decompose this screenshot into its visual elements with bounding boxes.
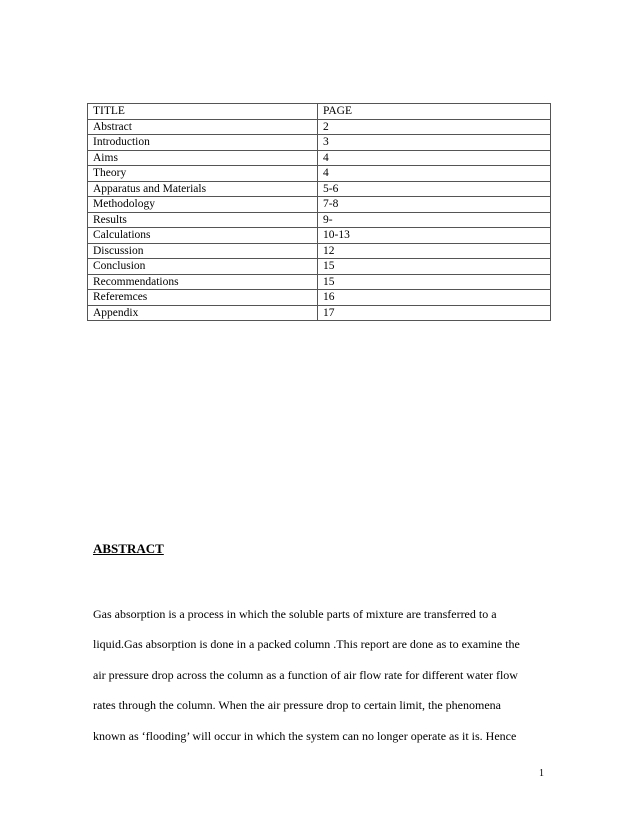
abstract-line: air pressure drop across the column as a function of air flow rate for different water flow xyxy=(93,667,518,682)
table-row xyxy=(88,166,551,182)
toc-page: 16 xyxy=(318,290,551,306)
toc-page: 3 xyxy=(318,135,551,151)
table-row xyxy=(88,243,551,259)
abstract-line: known as ‘flooding’ will occur in which the system can no longer operate as it is. Hence xyxy=(93,728,517,743)
table-row xyxy=(88,228,551,244)
toc-page: 15 xyxy=(318,274,551,290)
toc-page: 5-6 xyxy=(318,181,551,197)
toc-title: Conclusion xyxy=(88,259,318,275)
table-row xyxy=(88,150,551,166)
toc-page: 10-13 xyxy=(318,228,551,244)
toc-title: Recommendations xyxy=(88,274,318,290)
table-row xyxy=(88,197,551,213)
table-row xyxy=(88,119,551,135)
table-row xyxy=(88,259,551,275)
page-number: 1 xyxy=(539,768,544,779)
abstract-line: Gas absorption is a process in which the soluble parts of mixture are transferred to a xyxy=(93,607,497,621)
table-row xyxy=(88,305,551,321)
table-of-contents xyxy=(87,103,551,321)
toc-title: Aims xyxy=(88,150,318,166)
toc-title: Methodology xyxy=(88,197,318,213)
toc-page: 17 xyxy=(318,305,551,321)
toc-page: 7-8 xyxy=(318,197,551,213)
toc-title: Appendix xyxy=(88,305,318,321)
table-row xyxy=(88,212,551,228)
table-row xyxy=(88,181,551,197)
toc-title: Calculations xyxy=(88,228,318,244)
table-row xyxy=(88,135,551,151)
toc-title: Theory xyxy=(88,166,318,182)
toc-title: Results xyxy=(88,212,318,228)
toc-page: 15 xyxy=(318,259,551,275)
toc-header-row xyxy=(88,104,551,120)
abstract-line: rates through the column. When the air pressure drop to certain limit, the phenomena xyxy=(93,698,501,713)
toc-title: Discussion xyxy=(88,243,318,259)
toc-page: 12 xyxy=(318,243,551,259)
toc-page: 4 xyxy=(318,150,551,166)
toc-title: Introduction xyxy=(88,135,318,151)
toc-page: 9- xyxy=(318,212,551,228)
abstract-paragraph xyxy=(93,599,553,751)
table-row xyxy=(88,290,551,306)
toc-title: Referemces xyxy=(88,290,318,306)
toc-header-title: TITLE xyxy=(88,104,318,120)
toc-title: Abstract xyxy=(88,119,318,135)
abstract-line: liquid.Gas absorption is done in a packed column .This report are done as to examine the xyxy=(93,637,520,652)
table-row xyxy=(88,274,551,290)
toc-title: Apparatus and Materials xyxy=(88,181,318,197)
toc-page: 4 xyxy=(318,166,551,182)
toc-page: 2 xyxy=(318,119,551,135)
toc-header-page: PAGE xyxy=(318,104,551,120)
abstract-heading: ABSTRACT xyxy=(93,541,164,556)
